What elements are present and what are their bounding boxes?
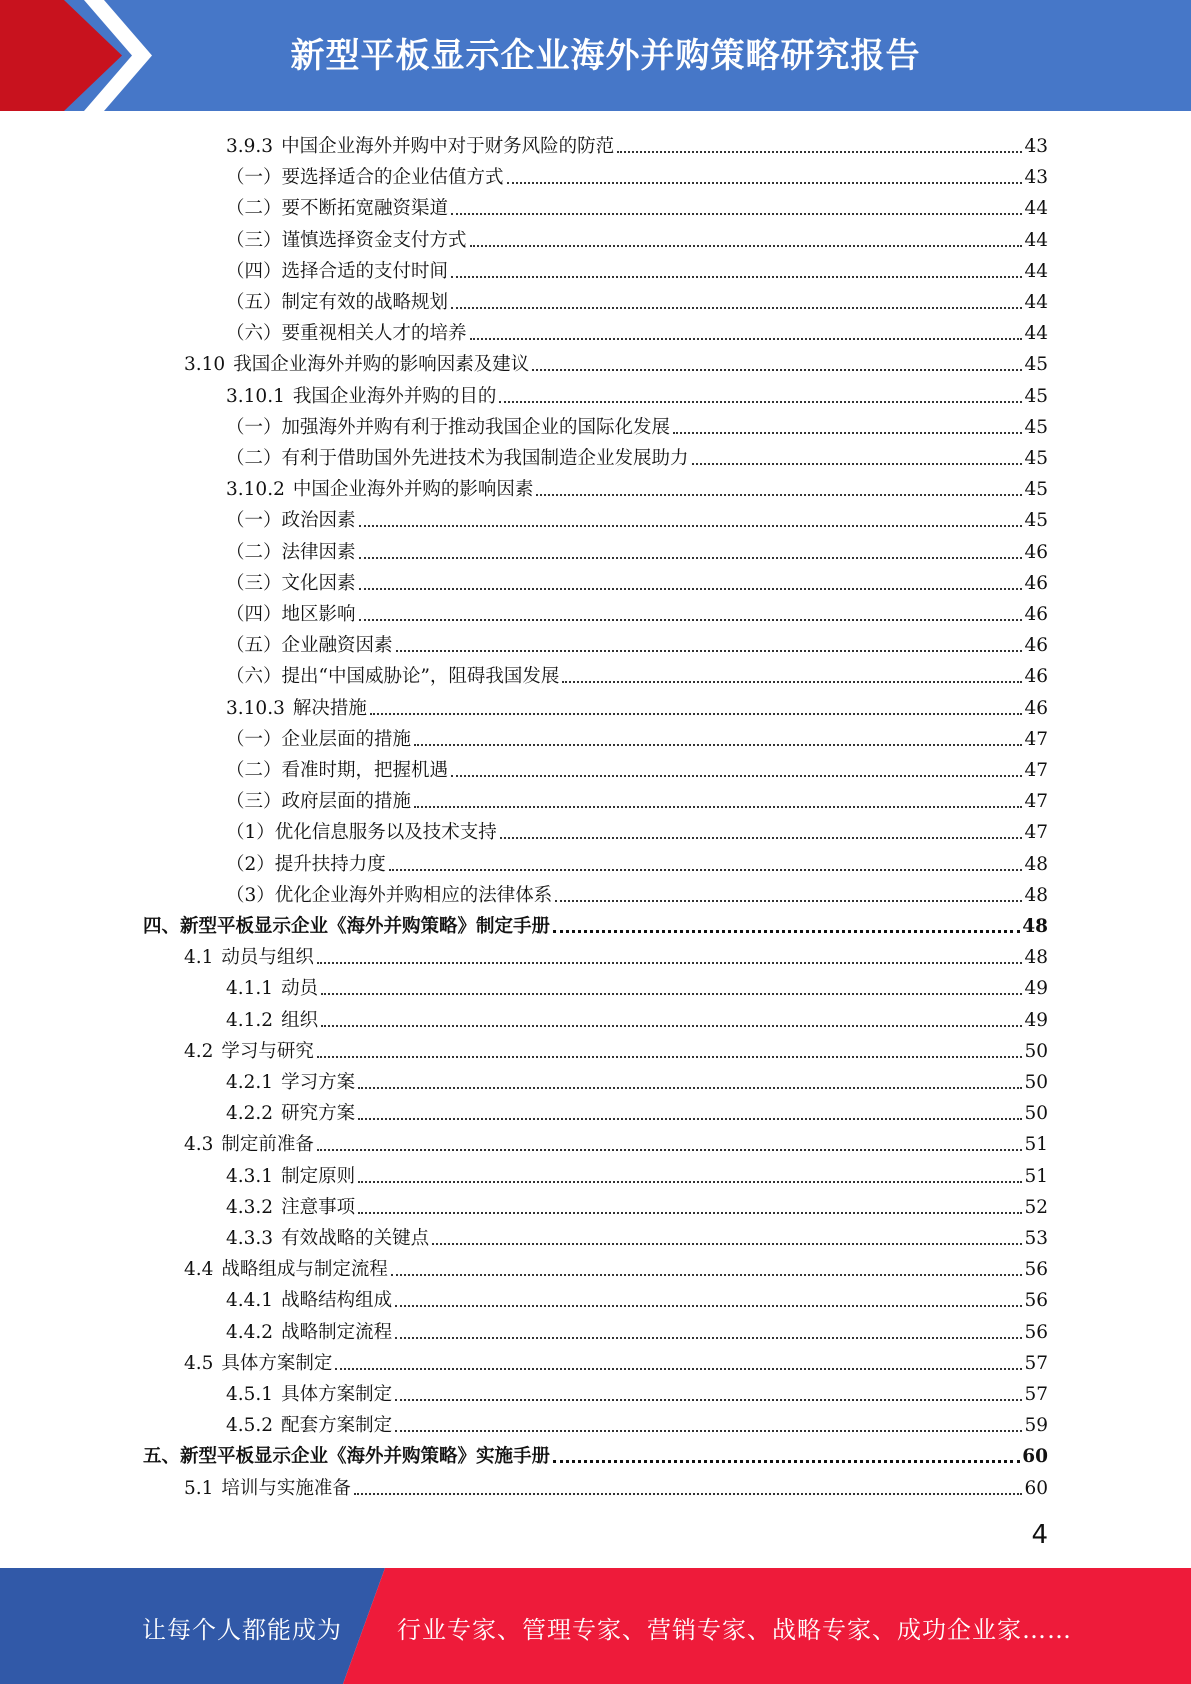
page-footer (0, 1568, 1191, 1684)
toc-entry[interactable] (226, 1063, 1048, 1094)
toc-entry-title: 战略组成与制定流程 (221, 1259, 388, 1281)
footer-slogan-left: 让每个人都能成为 (142, 1616, 342, 1644)
toc-dot-leader (553, 1460, 1020, 1463)
toc-entry-title: （三）谨慎选择资金支付方式 (226, 229, 467, 251)
toc-entry-page: 46 (1024, 635, 1048, 657)
toc-dot-leader (395, 1305, 1022, 1307)
toc-dot-leader (395, 1337, 1022, 1339)
toc-dot-leader (414, 806, 1022, 808)
toc-entry-title: 动员与组织 (221, 947, 314, 969)
toc-entry-page: 56 (1024, 1290, 1048, 1312)
toc-entry-page: 45 (1024, 354, 1048, 376)
toc-entry-page: 51 (1024, 1165, 1048, 1187)
toc-entry-page: 48 (1022, 916, 1048, 937)
toc-entry-page: 45 (1024, 416, 1048, 438)
toc-entry[interactable] (184, 1469, 1048, 1500)
toc-entry-page: 44 (1024, 198, 1048, 220)
toc-entry-number: 5.1 (184, 1477, 214, 1499)
toc-entry[interactable] (184, 1125, 1048, 1156)
toc-entry[interactable] (226, 1313, 1048, 1344)
toc-entry-title: 四、新型平板显示企业《海外并购策略》制定手册 (143, 916, 551, 937)
toc-entry-page: 56 (1024, 1321, 1048, 1343)
toc-dot-leader (500, 837, 1023, 839)
toc-entry[interactable] (226, 626, 1048, 657)
toc-entry-title: （一）要选择适合的企业估值方式 (226, 167, 504, 189)
toc-dot-leader (562, 681, 1022, 683)
toc-entry-title: （三）政府层面的措施 (226, 791, 412, 813)
toc-entry[interactable] (226, 1188, 1048, 1219)
toc-entry-number: 4.2 (184, 1040, 214, 1062)
toc-entry-page: 44 (1024, 229, 1048, 251)
toc-dot-leader (358, 1212, 1022, 1214)
toc-entry-title: 战略制定流程 (281, 1321, 393, 1343)
toc-entry[interactable] (226, 813, 1048, 844)
toc-entry-title: （四）地区影响 (226, 604, 356, 625)
toc-entry-page: 43 (1024, 167, 1048, 189)
toc-entry-page: 47 (1024, 791, 1048, 813)
toc-entry[interactable] (226, 564, 1048, 595)
toc-dot-leader (354, 1493, 1023, 1495)
toc-entry-page: 45 (1024, 385, 1048, 407)
toc-entry-number: 4.3 (184, 1134, 214, 1156)
toc-dot-leader (617, 151, 1022, 153)
toc-entry-page: 46 (1024, 666, 1048, 688)
toc-entry-title: （五）企业融资因素 (226, 635, 393, 657)
toc-entry[interactable] (226, 377, 1048, 408)
toc-dot-leader (359, 619, 1023, 621)
toc-entry[interactable] (184, 1344, 1048, 1375)
toc-entry-title: 战略结构组成 (281, 1290, 393, 1312)
toc-dot-leader (358, 1118, 1022, 1120)
toc-dot-leader (451, 307, 1022, 309)
toc-entry-title: 具体方案制定 (281, 1384, 393, 1405)
toc-entry[interactable] (226, 1406, 1048, 1437)
toc-entry-page: 46 (1024, 541, 1048, 563)
toc-dot-leader (532, 369, 1022, 371)
toc-entry-title: 制定原则 (281, 1165, 356, 1187)
toc-entry-title: （二）看准时期，把握机遇 (226, 760, 449, 781)
toc-entry-page: 51 (1024, 1134, 1048, 1156)
toc-dot-leader (395, 1399, 1022, 1401)
toc-dot-leader (317, 962, 1023, 964)
toc-entry-page: 47 (1024, 728, 1048, 750)
toc-entry-page: 44 (1024, 323, 1048, 345)
toc-entry-number: 4.1 (184, 947, 214, 969)
toc-entry-page: 48 (1024, 947, 1048, 969)
toc-entry-title: 具体方案制定 (221, 1352, 333, 1374)
toc-dot-leader (321, 993, 1022, 995)
toc-entry-title: （二）法律因素 (226, 541, 356, 563)
toc-dot-leader (414, 744, 1022, 746)
toc-entry[interactable] (226, 657, 1048, 688)
toc-entry[interactable] (226, 470, 1048, 501)
toc-entry-title: （五）制定有效的战略规划 (226, 292, 449, 313)
toc-entry-title: 动员 (281, 978, 319, 1000)
toc-entry-number: 4.3.3 (226, 1228, 274, 1249)
page-number: 4 (1031, 1520, 1048, 1550)
toc-entry[interactable] (226, 283, 1048, 314)
toc-entry-title: （一）加强海外并购有利于推动我国企业的国际化发展 (226, 416, 671, 438)
toc-dot-leader (470, 338, 1023, 340)
toc-entry-page: 46 (1024, 697, 1048, 719)
toc-entry-title: （一）政治因素 (226, 510, 356, 532)
toc-entry-title: 组织 (281, 1009, 319, 1031)
toc-entry[interactable] (226, 845, 1048, 876)
toc-entry[interactable] (226, 969, 1048, 1000)
toc-entry-title: （三）文化因素 (226, 572, 356, 594)
toc-entry[interactable] (226, 876, 1048, 907)
toc-dot-leader (555, 900, 1022, 902)
toc-entry-title: 学习方案 (281, 1072, 356, 1093)
toc-entry-title: 我国企业海外并购的目的 (292, 385, 497, 407)
toc-entry-title: 五、新型平板显示企业《海外并购策略》实施手册 (143, 1446, 551, 1468)
header-title: 新型平板显示企业海外并购策略研究报告 (290, 36, 921, 76)
toc-entry-page: 57 (1024, 1352, 1048, 1374)
toc-entry-title: 有效战略的关键点 (281, 1228, 430, 1249)
toc-dot-leader (451, 276, 1022, 278)
toc-entry-title: 中国企业海外并购中对于财务风险的防范 (281, 136, 615, 157)
toc-entry-page: 47 (1024, 760, 1048, 781)
toc-entry-page: 52 (1024, 1196, 1048, 1218)
toc-entry[interactable] (226, 1001, 1048, 1032)
toc-dot-leader (673, 432, 1022, 434)
toc-dot-leader (370, 713, 1023, 715)
toc-entry-title: （2）提升扶持力度 (226, 853, 386, 875)
toc-entry[interactable] (143, 907, 1048, 938)
toc-entry[interactable] (184, 1250, 1048, 1281)
toc-entry-page: 46 (1024, 604, 1048, 625)
toc-entry[interactable] (226, 689, 1048, 720)
toc-dot-leader (396, 650, 1023, 652)
toc-entry-title: （二）有利于借助国外先进技术为我国制造企业发展助力 (226, 448, 689, 469)
toc-entry-page: 43 (1024, 136, 1048, 157)
toc-entry-page: 53 (1024, 1228, 1048, 1249)
toc-entry[interactable] (226, 595, 1048, 626)
toc-entry[interactable] (226, 1157, 1048, 1188)
toc-entry[interactable] (184, 345, 1048, 376)
toc-dot-leader (451, 213, 1022, 215)
toc-entry-number: 3.10.1 (226, 385, 285, 407)
page-header (0, 0, 1191, 111)
toc-entry-title: （一）企业层面的措施 (226, 728, 412, 750)
toc-entry[interactable] (226, 158, 1048, 189)
toc-entry-page: 46 (1024, 572, 1048, 594)
toc-dot-leader (335, 1368, 1022, 1370)
toc-dot-leader (358, 1181, 1022, 1183)
toc-entry-title: 制定前准备 (221, 1134, 314, 1156)
toc-entry-number: 4.3.1 (226, 1165, 274, 1187)
toc-entry[interactable] (226, 221, 1048, 252)
toc-entry-title: 配套方案制定 (281, 1415, 393, 1437)
toc-entry-title: 研究方案 (281, 1103, 356, 1125)
toc-dot-leader (432, 1243, 1022, 1245)
toc-entry-number: 4.1.2 (226, 1009, 274, 1031)
toc-entry[interactable] (184, 1032, 1048, 1063)
toc-entry-number: 3.10.2 (226, 479, 285, 501)
toc-dot-leader (321, 1025, 1022, 1027)
toc-entry-number: 4.1.1 (226, 978, 274, 1000)
toc-entry-page: 50 (1024, 1072, 1048, 1093)
toc-entry[interactable] (226, 189, 1048, 220)
toc-entry-page: 50 (1024, 1040, 1048, 1062)
toc-dot-leader (692, 463, 1023, 465)
toc-dot-leader (358, 1087, 1022, 1089)
toc-entry-number: 4.2.1 (226, 1072, 274, 1093)
toc-entry[interactable] (226, 1281, 1048, 1312)
toc-entry[interactable] (226, 439, 1048, 470)
toc-entry-page: 59 (1024, 1415, 1048, 1437)
toc-entry-title: （四）选择合适的支付时间 (226, 260, 449, 282)
toc-entry-number: 4.4.1 (226, 1290, 274, 1312)
toc-entry[interactable] (226, 782, 1048, 813)
toc-entry-number: 4.2.2 (226, 1103, 274, 1125)
toc-entry-page: 57 (1024, 1384, 1048, 1405)
toc-entry-page: 47 (1024, 822, 1048, 844)
toc-entry-title: （二）要不断拓宽融资渠道 (226, 198, 449, 220)
toc-entry-title: （3）优化企业海外并购相应的法律体系 (226, 884, 553, 906)
toc-dot-leader (451, 775, 1022, 777)
toc-entry[interactable] (226, 1375, 1048, 1406)
toc-entry-page: 60 (1022, 1446, 1048, 1468)
toc-entry-title: 解决措施 (292, 697, 367, 719)
toc-dot-leader (359, 557, 1023, 559)
toc-entry-page: 45 (1024, 479, 1048, 501)
toc-entry-title: 注意事项 (281, 1196, 356, 1218)
toc-entry-page: 49 (1024, 1009, 1048, 1031)
toc-entry[interactable] (226, 252, 1048, 283)
toc-dot-leader (507, 182, 1023, 184)
toc-entry-number: 4.5 (184, 1352, 214, 1374)
toc-entry[interactable] (226, 720, 1048, 751)
toc-entry[interactable] (226, 1094, 1048, 1125)
toc-entry-title: 培训与实施准备 (221, 1477, 351, 1499)
toc-entry[interactable] (226, 501, 1048, 532)
toc-entry-page: 56 (1024, 1259, 1048, 1281)
toc-dot-leader (499, 401, 1022, 403)
toc-entry-page: 45 (1024, 448, 1048, 469)
toc-entry[interactable] (226, 127, 1048, 158)
toc-entry-page: 49 (1024, 978, 1048, 1000)
toc-entry-title: 我国企业海外并购的影响因素及建议 (233, 354, 530, 376)
toc-dot-leader (395, 1430, 1022, 1432)
toc-entry[interactable] (226, 314, 1048, 345)
footer-slogan-right: 行业专家、管理专家、营销专家、战略专家、成功企业家…… (397, 1616, 1072, 1644)
toc-entry-title: 中国企业海外并购的影响因素 (292, 479, 534, 501)
toc-entry[interactable] (226, 1219, 1048, 1250)
toc-entry-title: （六）提出“中国威胁论”，阻碍我国发展 (226, 666, 560, 688)
toc-entry-page: 44 (1024, 292, 1048, 313)
toc-entry-number: 4.5.2 (226, 1415, 274, 1437)
toc-entry[interactable] (226, 751, 1048, 782)
toc-dot-leader (317, 1149, 1023, 1151)
toc-entry-page: 45 (1024, 510, 1048, 532)
toc-dot-leader (391, 1274, 1023, 1276)
toc-entry-number: 3.10 (184, 354, 226, 376)
toc-dot-leader (553, 930, 1020, 933)
toc-entry-page: 48 (1024, 853, 1048, 875)
toc-entry-page: 48 (1024, 884, 1048, 906)
toc-dot-leader (536, 494, 1022, 496)
toc-entry-title: （六）要重视相关人才的培养 (226, 323, 467, 345)
toc-entry-number: 4.4.2 (226, 1321, 274, 1343)
toc-entry-number: 3.10.3 (226, 697, 285, 719)
toc-entry-title: 学习与研究 (221, 1040, 314, 1062)
toc-entry[interactable] (226, 533, 1048, 564)
toc-entry-title: （1）优化信息服务以及技术支持 (226, 822, 497, 844)
toc-dot-leader (359, 525, 1023, 527)
toc-entry-number: 4.3.2 (226, 1196, 274, 1218)
toc-dot-leader (359, 588, 1023, 590)
toc-entry-page: 50 (1024, 1103, 1048, 1125)
toc-entry[interactable] (143, 1437, 1048, 1468)
toc-entry-number: 3.9.3 (226, 136, 274, 157)
toc-dot-leader (317, 1056, 1023, 1058)
toc-entry-number: 4.5.1 (226, 1384, 274, 1405)
toc-entry[interactable] (184, 938, 1048, 969)
toc-entry[interactable] (226, 408, 1048, 439)
toc-dot-leader (470, 245, 1023, 247)
toc-entry-number: 4.4 (184, 1259, 214, 1281)
toc-entry-page: 60 (1024, 1477, 1048, 1499)
toc-entry-page: 44 (1024, 260, 1048, 282)
toc-dot-leader (389, 869, 1023, 871)
